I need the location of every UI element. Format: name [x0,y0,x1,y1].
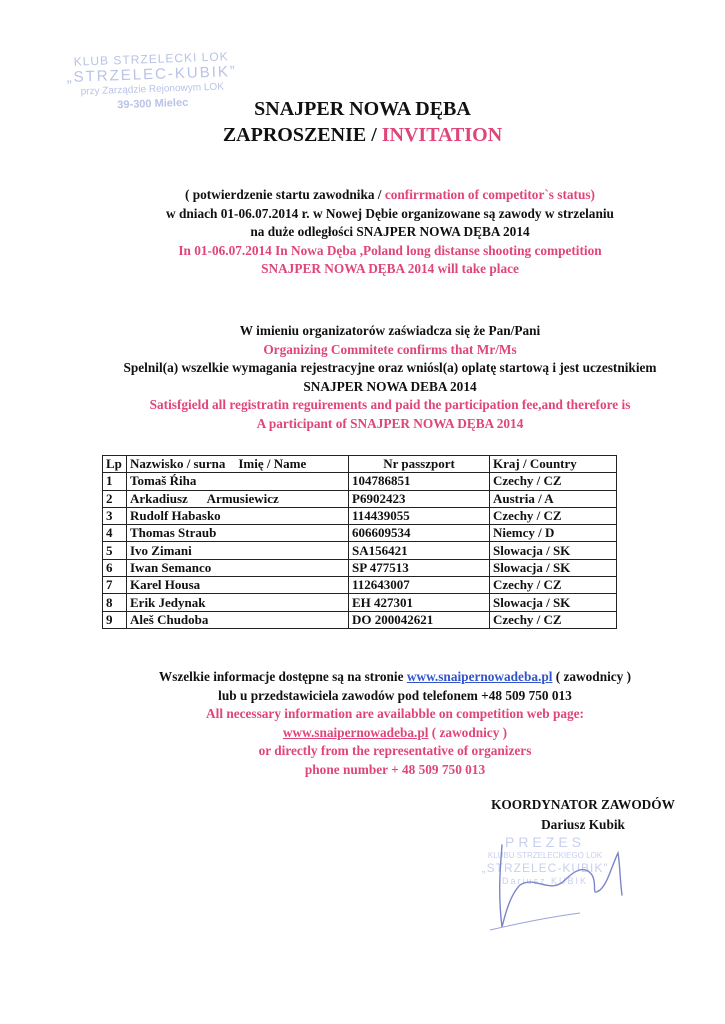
column-header-lp: Lp [103,456,127,473]
intro-line-1-en: confirrmation of competitor`s status) [384,187,595,202]
cell-passport: 112643007 [349,577,490,594]
cell-lp: 3 [103,507,127,524]
confirm-line-5: Satisfgield all registratin reguirements and paid the participation fee,and therefore is [149,397,631,412]
coordinator-block [468,795,698,835]
info-line-5: or directly from the representative of organizers [258,743,532,758]
table-row [103,577,617,594]
cell-name: Tomaš Ŕiha [127,473,349,490]
stamp-line: KLUB STRZELECKI LOK [73,49,229,69]
table-row [103,542,617,559]
cell-name: Iwan Semanco [127,559,349,576]
table-header-row [103,456,617,473]
cell-lp: 5 [103,542,127,559]
stamp-line: 39-300 Mielec [117,96,189,112]
table-row [103,525,617,542]
cell-country: Niemcy / D [490,525,617,542]
stamp-line: „STRZELEC-KUBIK” [481,861,609,875]
cell-passport: 104786851 [349,473,490,490]
cell-country: Czechy / CZ [490,611,617,628]
cell-passport: 114439055 [349,507,490,524]
cell-lp: 4 [103,525,127,542]
column-header-country: Kraj / Country [490,456,617,473]
cell-passport: 606609534 [349,525,490,542]
cell-name: Ivo Zimani [127,542,349,559]
website-link[interactable]: www.snaipernowadeba.pl [406,669,553,684]
handwritten-signature-icon [480,835,630,935]
cell-lp: 1 [103,473,127,490]
document-title: SNAJPER NOWA DĘBA [254,98,471,120]
cell-passport: EH 427301 [349,594,490,611]
cell-lp: 8 [103,594,127,611]
table-row [103,490,617,507]
info-line-1 [0,668,725,687]
intro-block [0,186,725,279]
cell-lp: 9 [103,611,127,628]
cell-country: Czechy / CZ [490,577,617,594]
cell-name: Erik Jedynak [127,594,349,611]
subtitle-pl: ZAPROSZENIE / [222,124,377,146]
info-line-4-suffix: ( zawodnicy ) [428,724,508,740]
cell-country: Slowacja / SK [490,542,617,559]
intro-line-3: na duże odległości SNAJPER NOWA DĘBA 2014 [250,224,530,239]
cell-country: Austria / A [490,490,617,507]
intro-line-1-pl: ( potwierdzenie startu zawodnika / [185,187,382,202]
stamp-line: przy Zarządzie Rejonowym LOK [80,81,225,98]
table-row [103,507,617,524]
stamp-line: KLUBU STRZELECKIEGO LOK [487,851,603,860]
confirm-line-2: Organizing Commitete confirms that Mr/Ms [263,341,517,357]
confirm-line-4: SNAJPER NOWA DEBA 2014 [303,378,477,394]
cell-country: Czechy / CZ [490,473,617,490]
cell-country: Slowacja / SK [490,559,617,576]
intro-line-2: w dniach 01-06.07.2014 r. w Nowej Dębie organizowane są zawody w strzelaniu [166,205,614,221]
info-line-4 [0,724,725,743]
confirm-line-3: Spelnil(a) wszelkie wymagania rejestracyjne oraz wniósl(a) oplatę startową i jest uczestnikiem [123,360,657,375]
info-line-1-text: Wszelkie informacje dostępne są na stronie [158,669,404,684]
info-line-1-suffix: ( zawodnicy ) [552,669,632,684]
stamp-line: Dariusz KUBIK [501,876,589,886]
table-row [103,473,617,490]
cell-country: Czechy / CZ [490,507,617,524]
cell-name: Aleš Chudoba [127,611,349,628]
confirm-line-1: W imieniu organizatorów zaświadcza się że Pan/Pani [239,323,541,338]
stamp-line: PREZES [504,834,585,850]
cell-passport: P6902423 [349,490,490,507]
intro-line-1 [0,186,725,205]
table-row [103,559,617,576]
document-subtitle [0,122,725,148]
column-header-passport: Nr passzport [349,456,490,473]
info-line-6: phone number + 48 509 750 013 [304,761,486,777]
coordinator-name: Dariusz Kubik [541,817,625,832]
coordinator-title: KOORDYNATOR ZAWODÓW [491,797,675,812]
cell-name: Karel Housa [127,577,349,594]
intro-line-4: In 01-06.07.2014 In Nowa Dęba ,Poland long distanse shooting competition [178,242,602,258]
info-line-2: lub u przedstawiciela zawodów pod telefonem +48 509 750 013 [218,687,572,703]
document-header [0,96,725,148]
website-link-en[interactable]: www.snaipernowadeba.pl [282,724,429,740]
cell-country: Slowacja / SK [490,594,617,611]
cell-name: Arkadiusz Armusiewicz [127,490,349,507]
confirmation-block [0,322,725,433]
participants-table [102,455,617,629]
cell-name: Rudolf Habasko [127,507,349,524]
info-line-3: All necessary information are availabble on competition web page: [206,706,584,721]
cell-lp: 2 [103,490,127,507]
stamp-line: „STRZELEC-KUBIK” [66,63,238,86]
cell-passport: SA156421 [349,542,490,559]
confirm-line-6: A participant of SNAJPER NOWA DĘBA 2014 [256,415,524,431]
table-row [103,611,617,628]
cell-lp: 6 [103,559,127,576]
cell-passport: DO 200042621 [349,611,490,628]
table-row [103,594,617,611]
cell-lp: 7 [103,577,127,594]
info-block [0,668,725,779]
column-header-name: Nazwisko / surna Imię / Name [127,456,349,473]
subtitle-en: INVITATION [381,124,503,146]
cell-name: Thomas Straub [127,525,349,542]
intro-line-5: SNAJPER NOWA DĘBA 2014 will take place [261,261,519,276]
cell-passport: SP 477513 [349,559,490,576]
